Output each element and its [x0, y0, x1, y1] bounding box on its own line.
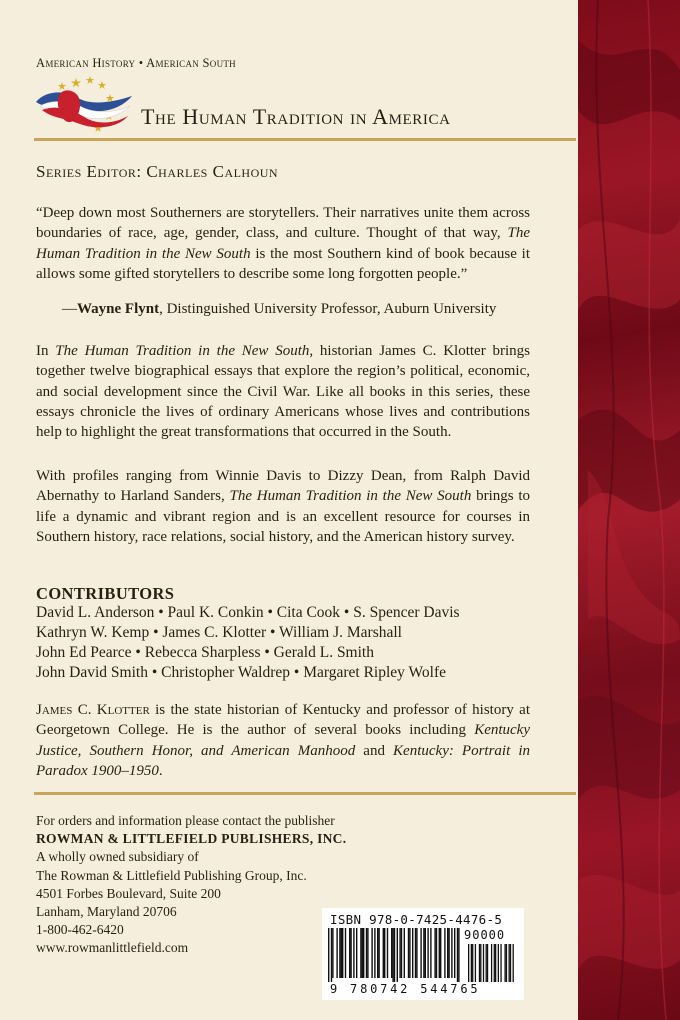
barcode-bar	[350, 928, 351, 978]
marble-texture	[578, 0, 680, 1020]
price-code: 90000	[464, 928, 506, 942]
author-and: and	[355, 742, 394, 759]
barcode-bar	[374, 928, 375, 978]
barcode-bar	[448, 928, 449, 978]
price-addon-bar	[483, 944, 484, 982]
barcode-bar	[454, 928, 455, 978]
price-addon-bar	[491, 944, 492, 982]
top-divider	[34, 138, 576, 141]
barcode-bar	[356, 928, 357, 978]
contributors-heading: CONTRIBUTORS	[36, 584, 175, 603]
barcode-bar	[444, 928, 445, 978]
barcode-bar	[363, 928, 364, 978]
attribution-title: , Distinguished University Professor, Auburn University	[159, 301, 497, 317]
barcode-bar	[371, 928, 372, 978]
price-addon-bar	[472, 944, 473, 982]
barcode-digits: 9 780742 544765	[330, 982, 481, 996]
publisher-line: A wholly owned subsidiary of	[36, 849, 199, 865]
author-book-1: Kentucky Justice, Southern Honor, and American Manhood	[36, 722, 530, 759]
barcode-bar	[341, 928, 342, 978]
price-addon-bar	[510, 944, 511, 982]
barcode-bar	[434, 928, 435, 978]
barcode-bar	[416, 928, 417, 978]
p1-start: In	[36, 343, 56, 359]
publisher-line: The Rowman & Littlefield Publishing Group, Inc.	[36, 867, 307, 883]
quote-book-title: The Human Tradition in the New South	[36, 225, 530, 262]
barcode-bar	[367, 928, 368, 978]
price-addon-bar	[494, 944, 495, 982]
barcode-bar	[412, 928, 413, 978]
series-logo-icon	[34, 72, 134, 134]
author-end: .	[158, 762, 163, 779]
barcode-bar	[427, 928, 428, 978]
barcode-bar	[451, 928, 452, 978]
endorsement-quote	[36, 203, 530, 284]
isbn-barcode	[322, 908, 524, 1000]
p2-start: With profiles ranging from Winnie Davis to Dizzy Dean, from Ralph David Abernathy to Harland Sanders,	[36, 468, 530, 505]
barcode-bar	[436, 928, 437, 978]
p2-book-title: The Human Tradition in the New South	[229, 488, 472, 505]
barcode-bar	[399, 928, 400, 978]
barcode-bar	[420, 928, 421, 978]
attribution-name: Wayne Flynt	[77, 301, 160, 317]
barcode-bar	[360, 928, 361, 978]
publisher-name: ROWMAN & LITTLEFIELD PUBLISHERS, INC.	[36, 831, 347, 847]
spine-marble	[578, 0, 680, 1020]
quote-text: “Deep down most Southerners are storytellers. Their narratives unite them across boundaries of race, age, gender, class, and culture. Thought of that way,	[36, 205, 530, 242]
price-addon-bar	[486, 944, 487, 982]
isbn-number: ISBN 978-0-7425-4476-5	[330, 912, 503, 927]
price-addon-bar	[487, 944, 488, 982]
barcode-bar	[394, 928, 395, 982]
p1-book-title: The Human Tradition in the New South	[55, 343, 310, 359]
barcode-bar	[383, 928, 384, 978]
barcode-bar	[345, 928, 346, 978]
barcode-bar	[440, 928, 441, 978]
author-bio-text: is the state historian of Kentucky and professor of history at Georgetown College. He is the author of several books including	[36, 702, 530, 739]
barcode-bar	[430, 928, 431, 978]
contributors-line: David L. Anderson • Paul K. Conkin • Cita Cook • S. Spencer Davis	[36, 604, 460, 621]
contributors-line: Kathryn W. Kemp • James C. Klotter • William J. Marshall	[36, 624, 402, 641]
description-paragraph-2	[36, 466, 530, 547]
barcode-bar	[397, 928, 398, 982]
quote-attribution	[62, 301, 496, 318]
price-addon-bar	[468, 944, 469, 982]
description-paragraph-1	[36, 341, 530, 442]
barcode-bar	[378, 928, 379, 978]
barcode-bar	[377, 928, 378, 978]
p1-rest: , historian James C. Klotter brings together twelve biographical essays that explore the region’s political, economic, and social development since the Civil War. Like all books in this series, these essays chronicle the lives of ordinary Americans whose lives and contributions help to highlight the great transformations that occurred in the South.	[36, 343, 530, 441]
publisher-intro: For orders and information please contact the publisher	[36, 813, 335, 828]
quote-text-end: is the most Southern kind of book because it allows some gifted storytellers to describe some long forgotten people.”	[36, 245, 530, 282]
barcode-bar	[457, 928, 458, 982]
series-editor: Series Editor: Charles Calhoun	[36, 162, 279, 181]
barcode-bar	[362, 928, 363, 978]
barcode-bar	[332, 928, 333, 978]
attribution-dash: —	[62, 301, 77, 317]
barcode-bar	[458, 928, 459, 982]
price-addon-bar	[513, 944, 514, 982]
barcode-bar	[425, 928, 426, 978]
price-addon-bar	[479, 944, 480, 982]
barcode-bar	[439, 928, 440, 978]
publisher-info	[36, 812, 346, 958]
p2-rest: brings to life a dynamic and vibrant region and is an excellent resource for courses in Southern history, race relations, social history, and the American history survey.	[36, 488, 531, 545]
barcode-bar	[391, 928, 392, 978]
barcode-bar	[408, 928, 409, 978]
barcode-bar	[404, 928, 405, 978]
barcode-bar	[423, 928, 424, 978]
barcode-bar	[401, 928, 402, 978]
price-addon-bar	[480, 944, 481, 982]
barcode-bar	[392, 928, 393, 982]
author-name: James C. Klotter	[36, 702, 150, 718]
series-title: The Human Tradition in America	[141, 104, 451, 129]
price-addon-bar	[475, 944, 476, 982]
price-addon-bar	[509, 944, 510, 982]
publisher-city: Lanham, Maryland 20706	[36, 904, 177, 920]
barcode-bar	[328, 928, 329, 982]
price-addon-bar	[506, 944, 507, 982]
barcode-bar	[387, 928, 388, 978]
price-addon-bar	[471, 944, 472, 982]
barcode-bar	[339, 928, 340, 978]
barcode-bar	[349, 928, 350, 978]
barcode-bar	[342, 928, 343, 978]
author-bio	[36, 700, 530, 781]
publisher-website: www.rowmanlittlefield.com	[36, 940, 189, 956]
contributors-line: John David Smith • Christopher Waldrep • Margaret Ripley Wolfe	[36, 664, 447, 681]
price-addon-bar	[498, 944, 499, 982]
publisher-address: 4501 Forbes Boulevard, Suite 200	[36, 885, 221, 901]
barcode-bar	[409, 928, 410, 978]
barcode-bar	[336, 928, 337, 978]
barcode-bar	[384, 928, 385, 978]
publisher-phone: 1-800-462-6420	[36, 922, 124, 938]
author-book-2: Kentucky: Portrait in Paradox 1900–1950	[36, 742, 530, 779]
contributors-line: John Ed Pearce • Rebecca Sharpless • Gerald L. Smith	[36, 644, 374, 661]
price-addon-bar	[504, 944, 505, 982]
price-addon-bar	[495, 944, 496, 982]
price-addon-bar	[500, 944, 501, 982]
barcode-bar	[447, 928, 448, 978]
series-category: American History • American South	[36, 56, 236, 70]
bottom-divider	[34, 792, 576, 795]
barcode-bar	[353, 928, 354, 978]
barcode-bar	[415, 928, 416, 978]
barcode-bar	[366, 928, 367, 978]
barcode-bar	[331, 928, 332, 982]
